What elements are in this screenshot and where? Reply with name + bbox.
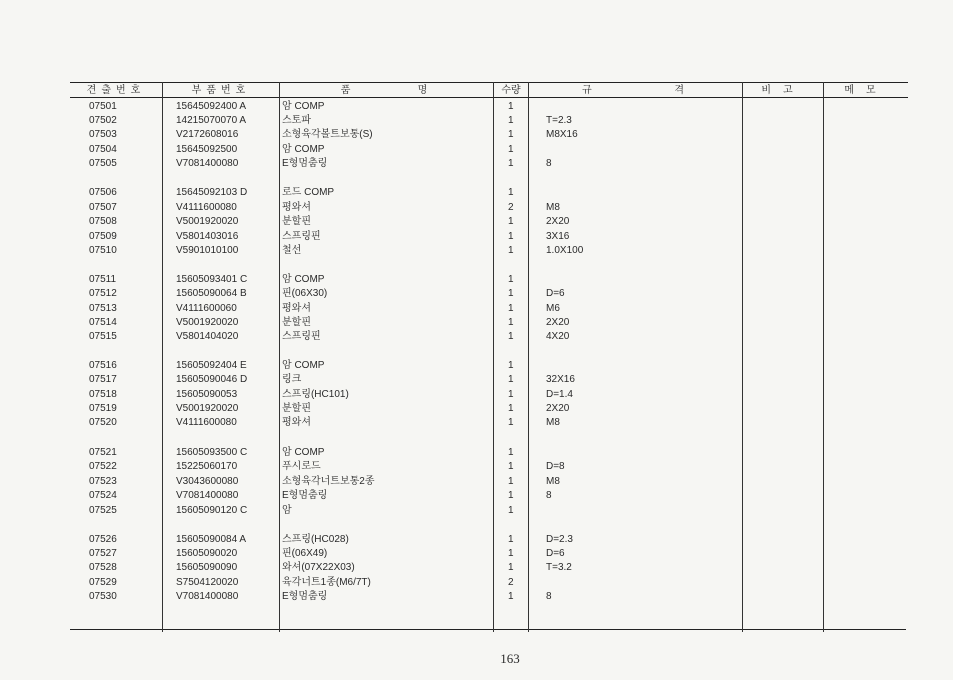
row-name: 분할핀 <box>282 317 311 328</box>
row-spec: M6 <box>546 303 560 314</box>
row-ref: 07521 <box>89 447 117 458</box>
row-name: 암 COMP <box>282 274 325 285</box>
row-part: V5001920020 <box>176 317 239 328</box>
row-spec: M8 <box>546 476 560 487</box>
row-part: V5001920020 <box>176 403 239 414</box>
row-ref: 07506 <box>89 187 117 198</box>
row-qty: 1 <box>508 231 514 242</box>
row-name: 스프링(HC028) <box>282 534 349 545</box>
row-ref: 07516 <box>89 360 117 371</box>
row-spec: 1.0X100 <box>546 245 584 256</box>
row-name: 소형육각볼트보통(S) <box>282 129 373 140</box>
row-spec: 3X16 <box>546 231 570 242</box>
row-spec: 8 <box>546 490 552 501</box>
row-name: 핀(06X49) <box>282 548 328 559</box>
row-name: 암 COMP <box>282 360 325 371</box>
row-part: 15605090090 <box>176 562 238 573</box>
header-part: 부품번호 <box>191 85 251 96</box>
header-name: 품 명 <box>340 85 433 96</box>
row-qty: 1 <box>508 389 514 400</box>
row-part: V4111600080 <box>176 202 237 213</box>
row-part: 15645092500 <box>176 144 238 155</box>
row-ref: 07527 <box>89 548 117 559</box>
row-qty: 1 <box>508 403 514 414</box>
row-spec: M8 <box>546 417 560 428</box>
row-name: 와셔(07X22X03) <box>282 562 355 573</box>
row-qty: 1 <box>508 562 514 573</box>
row-qty: 1 <box>508 505 514 516</box>
row-name: 스프링핀 <box>282 231 321 242</box>
row-qty: 1 <box>508 374 514 385</box>
row-qty: 1 <box>508 534 514 545</box>
row-spec: T=2.3 <box>546 115 572 126</box>
row-spec: M8X16 <box>546 129 578 140</box>
row-spec: T=3.2 <box>546 562 572 573</box>
row-spec: 32X16 <box>546 374 575 385</box>
row-qty: 1 <box>508 158 514 169</box>
row-name: 푸시로드 <box>282 461 321 472</box>
row-part: V5801403016 <box>176 231 239 242</box>
row-name: 소형육각너트보통2종 <box>282 476 375 487</box>
row-part: 15605093500 C <box>176 447 248 458</box>
row-ref: 07507 <box>89 202 117 213</box>
row-ref: 07530 <box>89 591 117 602</box>
row-part: V7081400080 <box>176 591 239 602</box>
row-spec: D=1.4 <box>546 389 573 400</box>
row-name: 암 COMP <box>282 144 325 155</box>
row-part: V7081400080 <box>176 490 239 501</box>
row-ref: 07514 <box>89 317 117 328</box>
header-spec: 규 격 <box>581 85 690 96</box>
row-name: 링크 <box>282 374 302 385</box>
row-qty: 1 <box>508 548 514 559</box>
row-part: 15605090020 <box>176 548 238 559</box>
row-name: 육각너트1종(M6/7T) <box>282 577 371 588</box>
row-ref: 07525 <box>89 505 117 516</box>
row-qty: 1 <box>508 490 514 501</box>
header-qty: 수량 <box>501 85 521 96</box>
row-part: 15605092404 E <box>176 360 247 371</box>
row-qty: 1 <box>508 216 514 227</box>
row-part: 15605090120 C <box>176 505 248 516</box>
row-part: V5901010100 <box>176 245 239 256</box>
row-qty: 1 <box>508 461 514 472</box>
row-qty: 1 <box>508 476 514 487</box>
row-qty: 2 <box>508 577 514 588</box>
row-name: 스프링(HC101) <box>282 389 349 400</box>
row-spec: D=6 <box>546 288 565 299</box>
row-qty: 1 <box>508 245 514 256</box>
row-ref: 07502 <box>89 115 117 126</box>
row-name: 평와셔 <box>282 202 311 213</box>
row-ref: 07518 <box>89 389 117 400</box>
row-qty: 1 <box>508 447 514 458</box>
row-spec: 2X20 <box>546 403 570 414</box>
row-qty: 1 <box>508 101 514 112</box>
header-rule <box>70 97 908 98</box>
row-ref: 07510 <box>89 245 117 256</box>
row-part: 15645092103 D <box>176 187 248 198</box>
row-qty: 1 <box>508 288 514 299</box>
divider-remark <box>742 82 743 632</box>
row-spec: 2X20 <box>546 317 570 328</box>
row-spec: D=8 <box>546 461 565 472</box>
row-spec: 8 <box>546 158 552 169</box>
row-ref: 07508 <box>89 216 117 227</box>
row-name: 스토파 <box>282 115 311 126</box>
row-qty: 1 <box>508 317 514 328</box>
divider-qty <box>493 82 494 632</box>
top-rule <box>70 82 908 83</box>
page-number: 163 <box>500 651 520 666</box>
header-remark: 비고 <box>761 85 805 96</box>
row-qty: 1 <box>508 360 514 371</box>
row-part: V4111600060 <box>176 303 237 314</box>
row-name: 철선 <box>282 245 302 256</box>
row-ref: 07517 <box>89 374 117 385</box>
row-qty: 1 <box>508 591 514 602</box>
row-ref: 07528 <box>89 562 117 573</box>
row-name: 스프링핀 <box>282 331 321 342</box>
row-part: V3043600080 <box>176 476 239 487</box>
row-ref: 07524 <box>89 490 117 501</box>
row-ref: 07503 <box>89 129 117 140</box>
row-ref: 07505 <box>89 158 117 169</box>
row-part: 14215070070 A <box>176 115 247 126</box>
divider-part <box>162 82 163 632</box>
header-ref: 견출번호 <box>86 85 146 96</box>
row-spec: 8 <box>546 591 552 602</box>
row-ref: 07522 <box>89 461 117 472</box>
divider-spec <box>528 82 529 632</box>
row-ref: 07529 <box>89 577 117 588</box>
bottom-rule <box>70 629 906 630</box>
row-ref: 07520 <box>89 417 117 428</box>
header-memo: 메모 <box>844 85 888 96</box>
row-name: E형멈춤링 <box>282 591 328 602</box>
row-ref: 07512 <box>89 288 117 299</box>
row-name: 분할핀 <box>282 216 311 227</box>
row-part: 15645092400 A <box>176 101 247 112</box>
row-part: V4111600080 <box>176 417 237 428</box>
row-qty: 1 <box>508 331 514 342</box>
row-qty: 1 <box>508 187 514 198</box>
row-ref: 07519 <box>89 403 117 414</box>
row-name: 암 <box>282 505 292 516</box>
row-qty: 1 <box>508 274 514 285</box>
row-part: 15605090064 B <box>176 288 247 299</box>
divider-memo <box>823 82 824 632</box>
row-ref: 07504 <box>89 144 117 155</box>
row-part: 15225060170 <box>176 461 238 472</box>
row-spec: D=2.3 <box>546 534 573 545</box>
row-ref: 07509 <box>89 231 117 242</box>
row-part: 15605093401 C <box>176 274 248 285</box>
row-name: 핀(06X30) <box>282 288 328 299</box>
row-part: V5801404020 <box>176 331 239 342</box>
row-part: V7081400080 <box>176 158 239 169</box>
row-spec: 4X20 <box>546 331 570 342</box>
row-part: V5001920020 <box>176 216 239 227</box>
row-part: 15605090046 D <box>176 374 248 385</box>
row-ref: 07511 <box>89 274 117 285</box>
row-qty: 1 <box>508 303 514 314</box>
divider-name <box>279 82 280 632</box>
row-qty: 1 <box>508 417 514 428</box>
row-part: S7504120020 <box>176 577 239 588</box>
row-ref: 07523 <box>89 476 117 487</box>
row-name: E형멈춤링 <box>282 158 328 169</box>
row-ref: 07526 <box>89 534 117 545</box>
row-name: 로드 COMP <box>282 187 335 198</box>
row-ref: 07513 <box>89 303 117 314</box>
row-name: 암 COMP <box>282 101 325 112</box>
row-qty: 2 <box>508 202 514 213</box>
row-qty: 1 <box>508 144 514 155</box>
row-name: 평와셔 <box>282 417 311 428</box>
row-part: 15605090084 A <box>176 534 247 545</box>
row-spec: D=6 <box>546 548 565 559</box>
row-part: 15605090053 <box>176 389 238 400</box>
row-spec: M8 <box>546 202 560 213</box>
row-ref: 07515 <box>89 331 117 342</box>
row-name: 암 COMP <box>282 447 325 458</box>
row-qty: 1 <box>508 129 514 140</box>
row-name: 분할핀 <box>282 403 311 414</box>
row-qty: 1 <box>508 115 514 126</box>
row-part: V2172608016 <box>176 129 239 140</box>
row-name: 평와셔 <box>282 303 311 314</box>
row-spec: 2X20 <box>546 216 570 227</box>
row-name: E형멈춤링 <box>282 490 328 501</box>
row-ref: 07501 <box>89 101 117 112</box>
